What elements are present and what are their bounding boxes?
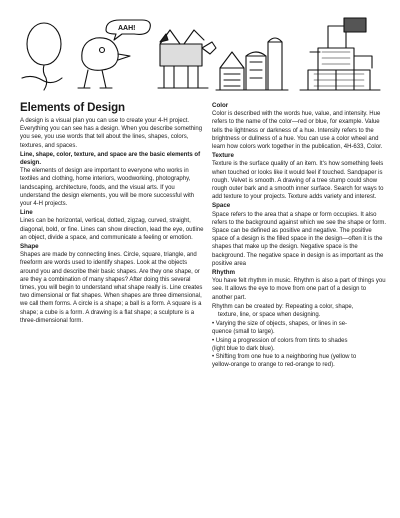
rhythm-intro-continued: texture, line, or space when designing. [218,312,321,319]
speech-bubble-text: AAH! [118,25,136,32]
header-illustration [18,12,384,92]
space-paragraph: Space refers to the area that a shape or form occupies. It also refers to the background against which we see the shape or form. Space can be defined as positive and negative. The positive space of a design is the filled space in the design—often it is the shapes that make up the design. Negative space is the background. The negative space in design is as important as the positive area [212,211,387,267]
balloon-figure-icon [22,23,62,90]
basic-elements-paragraph: The elements of design are important to everyone who works in textiles and clothing, home interiors, woodworking, photography, landscaping, architecture, foods, and the visual arts. If you understand the design elements, you will be more successful with your 4-H projects. [20,168,195,208]
line-heading: Line [20,209,33,217]
rhythm-heading: Rhythm [212,269,236,277]
space-heading: Space [212,202,231,210]
left-column [20,102,204,326]
color-heading: Color [212,102,229,109]
list-item: (light blue to dark blue). [212,345,275,352]
rhythm-paragraph: You have felt rhythm in music. Rhythm is also a part of things you see. It allows the eye to move from one part of a design to another part. [212,278,386,301]
intro-paragraph: A design is a visual plan you can use to create your 4-H project. Everything you can see has a design. When you describe something you see, you use words that tell about the lines, shapes, colors, textures, and spaces. [20,118,203,149]
line-paragraph: Lines can be horizontal, vertical, dotted, zigzag, curved, straight, diagonal, bold, or fine. Lines can show direction, lead the eye, outline an object, divide a space, and communicate a feeling or emotion. [20,218,204,241]
texture-heading: Texture [212,152,234,160]
shape-heading: Shape [20,243,39,251]
texture-paragraph: Texture is the surface quality of an item. It's how something feels when touched or looks like it would feel if touched. Sandpaper is rough. Velvet is smooth. A drawing of a tree stump could show rough outer bark and a smooth inner surface. Search for ways to add texture to your projects. Texture adds variety and interest. [212,161,384,201]
buildings-icon [216,38,288,90]
list-item: quence (small to large). [212,329,275,336]
shape-paragraph: Shapes are made by connecting lines. Circle, square, triangle, and freeform are words used to identify shapes. Look at the objects around you and describe their basic shapes. Are they one shape, or are they a combination of many shapes? After doing this several times, you will begin to understand what shape really is. Line creates two dimensional or flat shapes. When shapes are three dimensional, we call them forms. A circle is a shape; a ball is a form. A square is a shape; a cube is a form. A drawing is a flat shape; a sculpture is a three-dimensional form. [20,252,203,324]
basic-elements-heading: Line, shape, color, texture, and space are the basic elements of design. [20,151,201,167]
block-sculpture-icon [300,18,380,90]
color-paragraph: Color is described with the words hue, value, and intensity. Hue refers to the name of the color—red or blue, for example. Value tells the lightness or darkness of a hue. Intensity refers to the brightness or dullness of a hue. You can use a color wheel and learn how colors work together in the publication, 4H-633, Color. [212,111,383,151]
rhythm-bullet-list [212,320,388,369]
rhythm-intro: Rhythm can be created by: Repeating a color, shape, [212,303,354,310]
list-item: • Varying the size of objects, shapes, or lines in se- [212,321,348,328]
list-item: • Using a progression of colors from tints to shades [212,337,348,344]
list-item: yellow-orange to orange to red-orange to red). [212,362,335,369]
geometric-animal-icon [158,30,216,88]
bird-figure-icon [78,20,150,88]
list-item: • Shifting from one hue to a neighboring hue (yellow to [212,354,357,361]
page-title: Elements of Design [20,102,125,114]
right-column [212,102,388,370]
